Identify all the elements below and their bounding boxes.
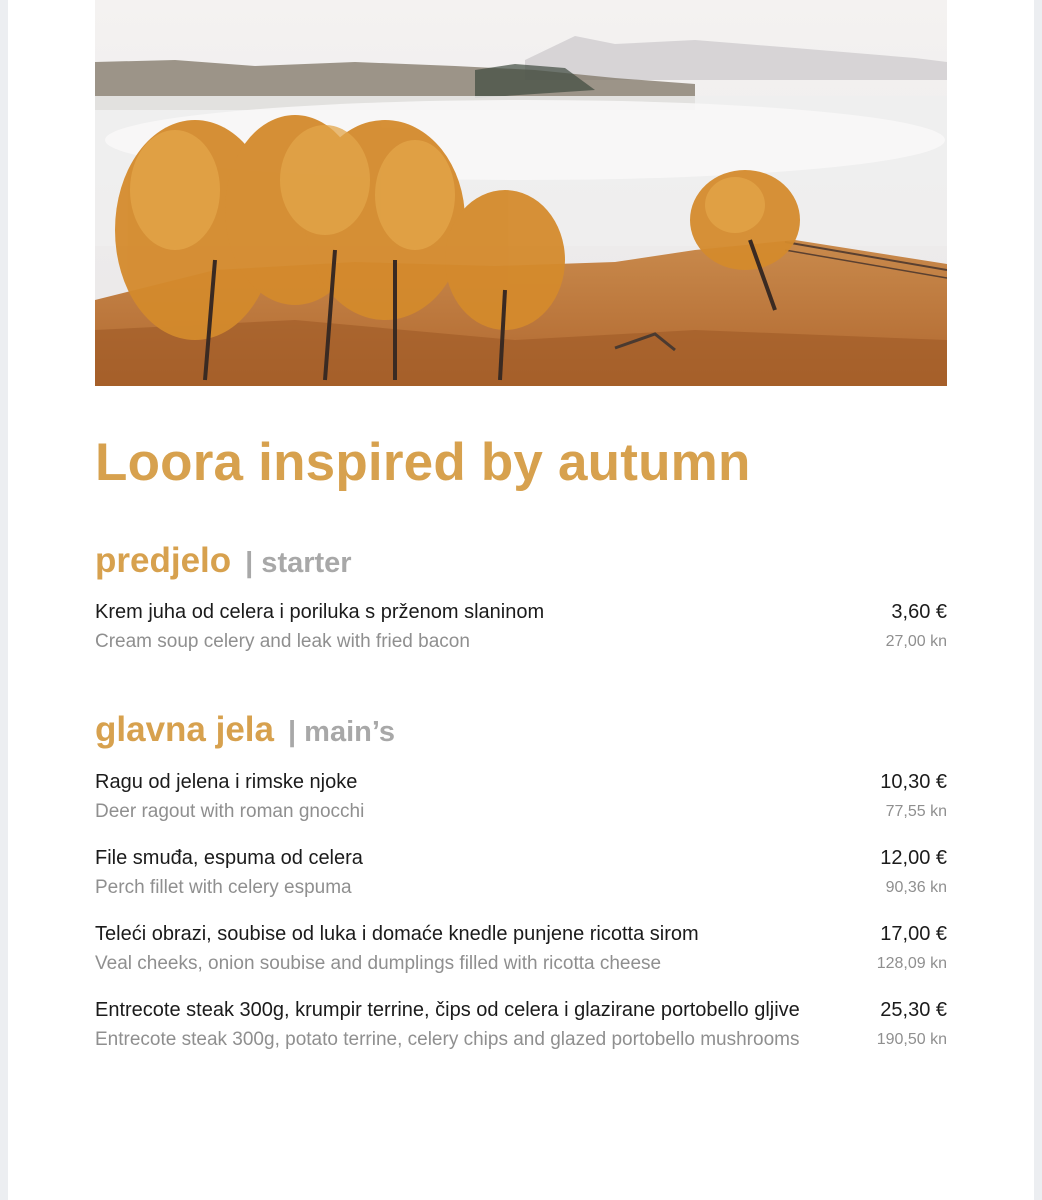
section-label-hr: predjelo <box>95 541 232 580</box>
item-price-eur: 10,30 € <box>880 771 947 793</box>
section-label-en: | main’s <box>287 716 395 748</box>
section-heading-mains <box>95 710 395 750</box>
item-price-eur: 3,60 € <box>891 601 947 623</box>
item-price-kn: 128,09 kn <box>876 955 947 972</box>
autumn-landscape-image <box>95 0 947 386</box>
item-description: Veal cheeks, onion soubise and dumplings filled with ricotta cheese <box>95 953 662 974</box>
menu-page <box>8 0 1034 1200</box>
item-description: Cream soup celery and leak with fried bacon <box>95 631 470 652</box>
item-price-eur: 25,30 € <box>880 999 947 1021</box>
menu-item <box>95 599 947 655</box>
item-price-kn: 27,00 kn <box>885 633 947 650</box>
item-price-eur: 17,00 € <box>880 923 947 945</box>
item-name: Entrecote steak 300g, krumpir terrine, čips od celera i glazirane portobello gljive <box>95 999 800 1021</box>
section-heading-starter <box>95 541 352 581</box>
item-name: File smuđa, espuma od celera <box>95 847 363 869</box>
menu-title: Loora inspired by autumn <box>95 433 751 492</box>
item-price-kn: 90,36 kn <box>885 879 947 896</box>
menu-item <box>95 921 947 977</box>
item-price-kn: 77,55 kn <box>885 803 947 820</box>
menu-item <box>95 845 947 901</box>
item-description: Deer ragout with roman gnocchi <box>95 801 365 822</box>
menu-item <box>95 997 947 1053</box>
item-name: Ragu od jelena i rimske njoke <box>95 771 358 793</box>
item-name: Krem juha od celera i poriluka s prženom slaninom <box>95 601 545 623</box>
item-description: Perch fillet with celery espuma <box>95 877 352 898</box>
item-price-kn: 190,50 kn <box>876 1031 947 1048</box>
section-label-en: | starter <box>245 547 352 579</box>
item-price-eur: 12,00 € <box>880 847 947 869</box>
menu-item <box>95 769 947 825</box>
item-name: Teleći obrazi, soubise od luka i domaće knedle punjene ricotta sirom <box>95 923 699 945</box>
item-description: Entrecote steak 300g, potato terrine, celery chips and glazed portobello mushrooms <box>95 1029 800 1050</box>
section-label-hr: glavna jela <box>95 710 274 749</box>
